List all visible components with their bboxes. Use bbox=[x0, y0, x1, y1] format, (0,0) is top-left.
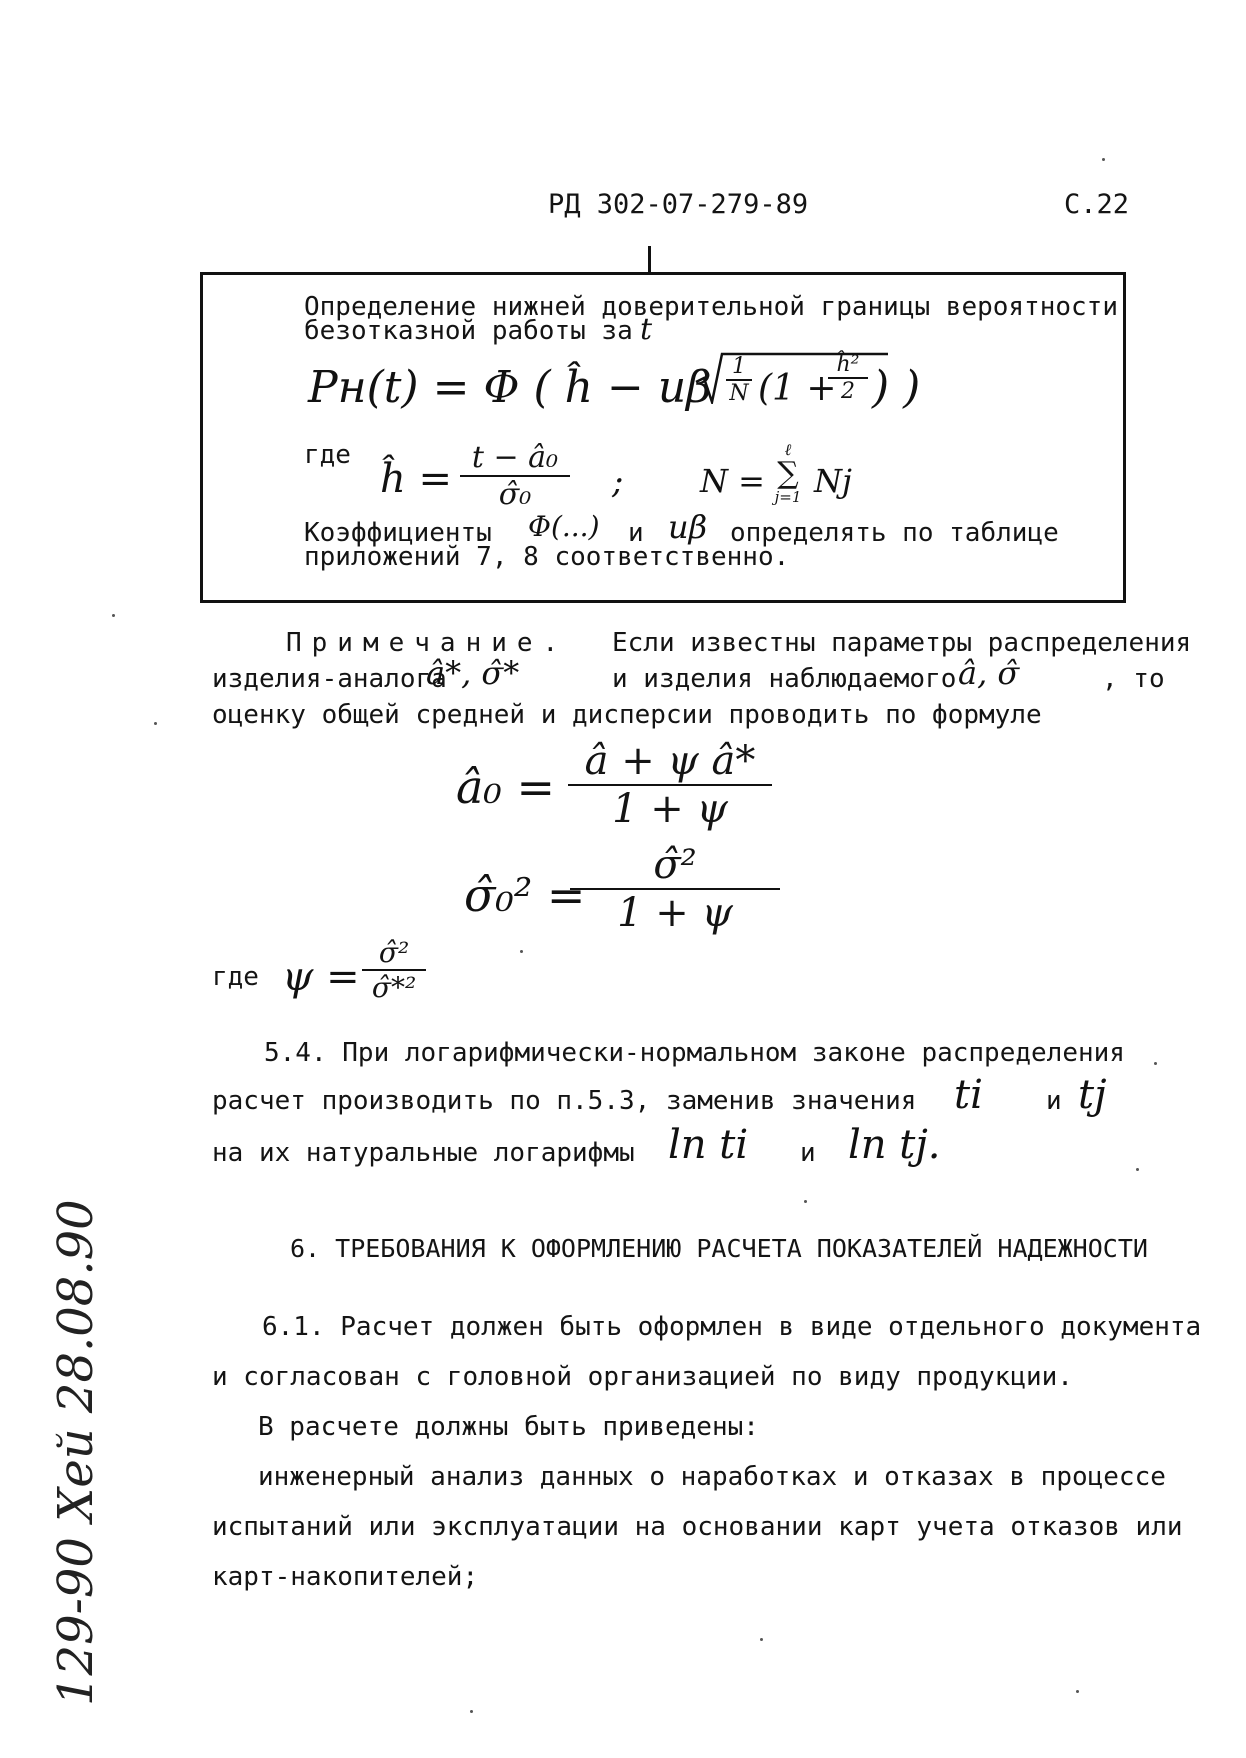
n-sum-bottom: j=1 bbox=[774, 488, 802, 506]
note-line2-a: изделия-аналога bbox=[212, 664, 447, 694]
note-label: Примечание. bbox=[286, 628, 569, 658]
formula-main-frac bbox=[726, 354, 752, 406]
scan-speck bbox=[760, 1638, 763, 1641]
n-formula-lhs: N = bbox=[700, 462, 765, 500]
p54-tj: tj bbox=[1078, 1072, 1107, 1118]
formula-main-inner: (1 + bbox=[758, 368, 837, 409]
p54-and-2: и bbox=[800, 1138, 816, 1168]
formula-main-close: ) ) bbox=[872, 362, 921, 413]
note-analog-params: â*, σ̂* bbox=[426, 654, 520, 692]
margin-handwritten-stamp: 129-90 Хей 28.08.90 bbox=[48, 1199, 104, 1706]
formula-sigma0-frac bbox=[570, 842, 780, 936]
box-text-line2: безотказной работы за bbox=[304, 316, 633, 346]
formula-a0-frac bbox=[568, 738, 772, 832]
scan-speck bbox=[520, 950, 523, 953]
scan-speck bbox=[112, 614, 115, 617]
p54-line1: 5.4. При логарифмически-нормальном законе распределения bbox=[264, 1038, 1125, 1068]
formula-main-lhs: Pн(t) = Φ ( ĥ − uβ bbox=[308, 362, 712, 413]
psi-where-label: где bbox=[212, 962, 259, 992]
formula-main-inner-num: ĥ² bbox=[836, 352, 860, 377]
section6-title: 6. ТРЕБОВАНИЯ К ОФОРМЛЕНИЮ РАСЧЕТА ПОКАЗАТЕЛЕЙ НАДЕЖНОСТИ bbox=[290, 1234, 1148, 1263]
p61-line2: и согласован с головной организацией по виду продукции. bbox=[212, 1362, 1073, 1392]
p54-ln-ti: ln ti bbox=[668, 1122, 749, 1168]
formula-sigma0-lhs: σ̂₀² = bbox=[464, 868, 586, 922]
formula-main-inner-frac bbox=[828, 352, 868, 404]
coef-phi: Φ(...) bbox=[528, 510, 600, 543]
coef-u-beta: uβ bbox=[668, 508, 708, 546]
p61-line1: 6.1. Расчет должен быть оформлен в виде отдельного документа bbox=[262, 1312, 1202, 1342]
formula-a0-den: 1 + ψ bbox=[612, 786, 728, 832]
list-item1-line1: инженерный анализ данных о наработках и отказах в процессе bbox=[258, 1462, 1166, 1492]
scan-speck bbox=[1136, 1168, 1139, 1171]
psi-frac bbox=[362, 936, 426, 1004]
formula-a0-num: â + ψ â* bbox=[584, 738, 756, 784]
scan-speck bbox=[1102, 158, 1105, 161]
scan-speck bbox=[1154, 1062, 1157, 1065]
n-sum-top: ℓ bbox=[784, 440, 792, 459]
formula-a0-lhs: â₀ = bbox=[456, 760, 556, 814]
h-formula-lhs: ĥ = bbox=[380, 456, 452, 502]
scan-speck bbox=[1076, 1690, 1079, 1693]
p54-ln-tj: ln tj. bbox=[848, 1122, 941, 1168]
page-number: С.22 bbox=[1064, 189, 1130, 220]
scan-speck bbox=[804, 1200, 807, 1203]
box-where-label: где bbox=[304, 440, 351, 470]
box-text-line1: Определение нижней доверительной границы вероятности bbox=[304, 292, 1118, 322]
coef-and: и bbox=[628, 518, 644, 548]
list-item1-line2: испытаний или эксплуатации на основании карт учета отказов или bbox=[212, 1512, 1183, 1542]
psi-num: σ̂² bbox=[378, 936, 410, 969]
coef-text-b: определять по таблице bbox=[730, 518, 1059, 548]
n-formula-rhs: Nj bbox=[814, 462, 852, 500]
formula-main-frac-num: 1 bbox=[732, 354, 746, 379]
p54-line2: расчет производить по п.5.3, заменив значения bbox=[212, 1086, 917, 1116]
list-item1-line3: карт-накопителей; bbox=[212, 1562, 479, 1592]
note-observed-params: â, σ̂ bbox=[958, 654, 1020, 692]
n-formula-sum bbox=[768, 440, 808, 506]
formula-separator: ; bbox=[612, 462, 624, 502]
coef-text-line2: приложений 7, 8 соответственно. bbox=[304, 542, 790, 572]
scan-speck bbox=[154, 722, 157, 725]
formula-sigma0-den: 1 + ψ bbox=[617, 890, 733, 936]
h-formula-num: t − â₀ bbox=[471, 440, 559, 475]
h-formula-frac bbox=[460, 440, 570, 512]
p54-line3: на их натуральные логарифмы bbox=[212, 1138, 635, 1168]
p54-ti: ti bbox=[954, 1072, 983, 1118]
formula-sigma0-num: σ̂² bbox=[653, 842, 697, 888]
formula-main-inner-den: 2 bbox=[841, 379, 855, 404]
note-line3: оценку общей средней и дисперсии проводить по формуле bbox=[212, 700, 1042, 730]
coef-text-a: Коэффициенты bbox=[304, 518, 492, 548]
psi-den: σ̂*² bbox=[371, 971, 417, 1004]
h-formula-den: σ̂₀ bbox=[498, 477, 532, 512]
document-code: РД 302-07-279-89 bbox=[548, 189, 809, 220]
note-line2-b: и изделия наблюдаемого bbox=[612, 664, 957, 694]
header-tick bbox=[648, 246, 651, 274]
scan-speck bbox=[470, 1710, 473, 1713]
formula-main-frac-den: N bbox=[729, 381, 749, 406]
p54-and-1: и bbox=[1046, 1086, 1062, 1116]
note-line1: Если известны параметры распределения bbox=[612, 628, 1192, 658]
note-line2-c: , то bbox=[1102, 664, 1165, 694]
sum-sign-icon: ∑ bbox=[777, 456, 799, 491]
box-t-variable: t bbox=[640, 312, 653, 347]
list-intro: В расчете должны быть приведены: bbox=[258, 1412, 759, 1442]
psi-lhs: ψ = bbox=[282, 954, 360, 1000]
